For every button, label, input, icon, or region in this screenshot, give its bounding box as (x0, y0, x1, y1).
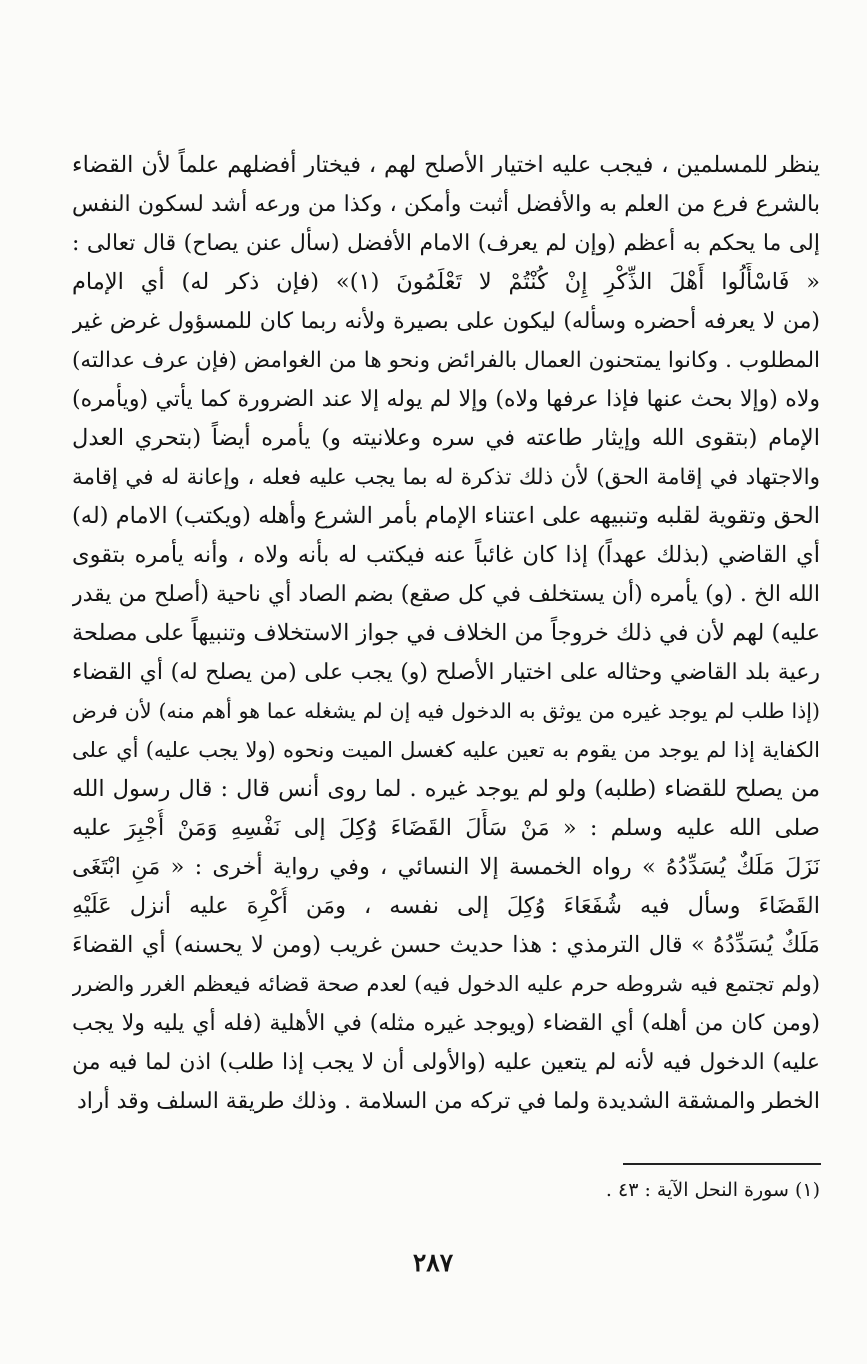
text-line: الله الخ . (و) يأمره (أن يستخلف في كل صقع) بضم الصاد أي ناحية (أصلح من يقدر (72, 582, 820, 607)
text-line: « فَاسْأَلُوا أَهْلَ الذِّكْرِ إِنْ كُنْتُمْ لا تَعْلَمُونَ (١)» (فإن ذكر له) أي الإمام (72, 269, 820, 295)
text-line: الإمام (بتقوى الله وإيثار طاعته في سره وعلانيته و) يأمره أيضاً (بتحري العدل (72, 425, 820, 451)
text-line: من يصلح للقضاء (طلبه) ولو لم يوجد غيره . لما روى أنس قال : قال رسول الله (72, 776, 820, 802)
text-line: (ولم تجتمع فيه شروطه حرم عليه الدخول فيه) لعدم صحة قضائه فيعظم الغرر والضرر (72, 972, 820, 996)
text-line: عليه) الدخول فيه لأنه لم يتعين عليه (والأولى أن لا يجب إذا طلب) اذن لما فيه من (72, 1050, 820, 1075)
text-line: ولاه (وإلا بحث عنها فإذا عرفها ولاه) وإلا لم يوله إلا عند الضرورة كما يأتي (ويأمره) (72, 387, 820, 412)
text-line: عليه) لهم لأن في ذلك خروجاً من الخلاف في جواز الاستخلاف وتنبيهاً على مصلحة (72, 620, 820, 646)
text-line: (ومن كان من أهله) أي القضاء (ويوجد غيره مثله) في الأهلية (فله أي يليه ولا يجب (72, 1011, 820, 1036)
text-line: القَضَاءَ وسأل فيه شُفَعَاءَ وُكِلَ إلى نفسه ، ومَن أُكْرِهَ عليه أنزل عَلَيْهِ (72, 893, 820, 919)
text-line: والاجتهاد في إقامة الحق) لأن ذلك تذكرة له بما يجب عليه فعله ، وإعانة له في إقامة (72, 465, 820, 490)
text-line: (من لا يعرفه أحضره وسأله) ليكون على بصيرة ولأنه ربما كان للمسؤول غرض غير (72, 309, 820, 334)
text-line: نَزَلَ مَلَكٌ يُسَدِّدُهُ » رواه الخمسة إلا النسائي ، وفي رواية أخرى : « مَنِ ابْتَغَى (72, 854, 820, 880)
text-line: الخطر والمشقة الشديدة ولما في تركه من السلامة . وذلك طريقة السلف وقد أراد (76, 1089, 820, 1114)
text-line: إلى ما يحكم به أعظم (وإن لم يعرف) الامام الأفضل (سأل عنن يصاح) قال تعالى : (72, 231, 820, 256)
footnote: (١) سورة النحل الآية : ٤٣ . (605, 1179, 820, 1201)
text-line: مَلَكٌ يُسَدِّدُهُ » قال الترمذي : هذا حديث حسن غريب (ومن لا يحسنه) أي القضاءَ (72, 932, 820, 958)
text-line: المطلوب . وكانوا يمتحنون العمال بالفرائض ونحو ها من الغوامض (فإن عرف عدالته) (72, 348, 820, 373)
page-number: ٢٨٧ (412, 1248, 454, 1277)
text-line: أي القاضي (بذلك عهداً) إذا كان غائباً عنه فيكتب له بأنه ولاه ، وأنه يأمره بتقوى (72, 542, 820, 568)
text-line: رعية بلد القاضي وحثاله على اختيار الأصلح (و) يجب على (من يصلح له) أي القضاء (72, 660, 820, 685)
footnote-divider (623, 1163, 821, 1165)
main-text (72, 146, 820, 1121)
text-line: بالشرع فرع من العلم به والأفضل أثبت وأمكن ، وكذا من ورعه أشد لسكون النفس (72, 192, 820, 217)
text-line: الكفاية إذا لم يوجد من يقوم به تعين عليه كغسل الميت ونحوه (ولا يجب عليه) أي على (72, 738, 820, 762)
text-line: (إذا طلب لم يوجد غيره من يوثق به الدخول فيه إن لم يشغله عما هو أهم منه) لأن فرض (72, 699, 820, 723)
text-line: الحق وتقوية لقلبه وتنبيهه على اعتناء الإمام بأمر الشرع وأهله (ويكتب) الامام (له) (72, 503, 820, 529)
text-line: صلى الله عليه وسلم : « مَنْ سَأَلَ القَضَاءَ وُكِلَ إلى نَفْسِهِ وَمَنْ أُجْبِرَ عليه (72, 815, 820, 841)
text-line: ينظر للمسلمين ، فيجب عليه اختيار الأصلح لهم ، فيختار أفضلهم علماً لأن القضاء (72, 152, 820, 178)
